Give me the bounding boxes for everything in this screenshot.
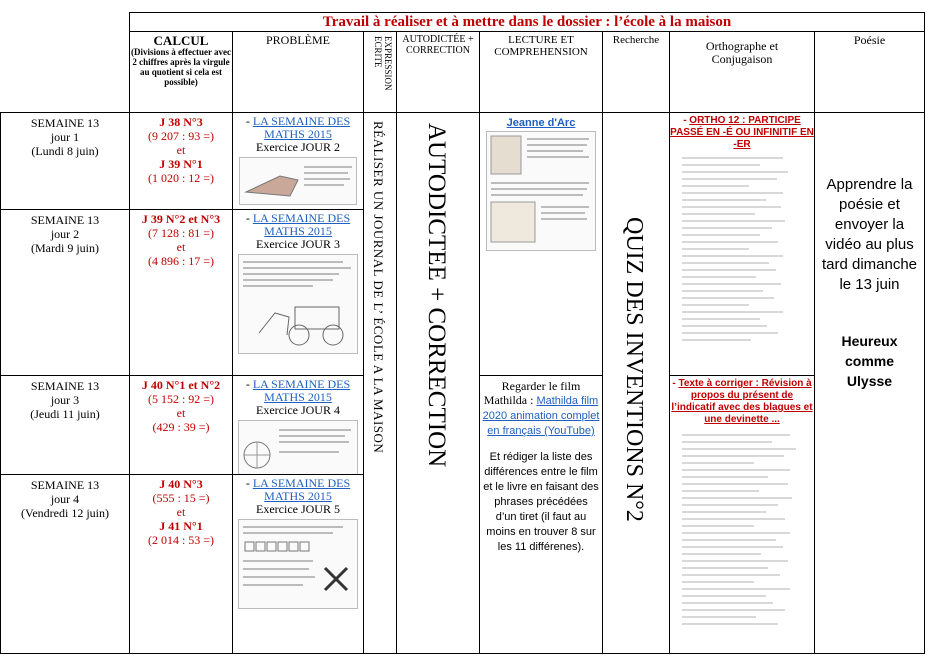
prob-link-day-1[interactable]: LA SEMAINE DES MATHS 2015 <box>252 114 351 141</box>
calc-day-2: J 39 N°2 et N°3 (7 128 : 81 =) et (4 896 : 17 =) <box>129 209 233 376</box>
recherche-column: QUIZ DES INVENTIONS N°2 <box>602 112 670 654</box>
jeanne-title[interactable]: Jeanne d'Arc <box>506 117 576 129</box>
expression-column: RÉALISER UN JOURNAL DE L’ ÉCOLE A LA MAISON <box>363 112 397 654</box>
worksheet-preview <box>682 157 794 346</box>
header-calcul: CALCUL (Divisions à effectuer avec 2 chiffres après la virgule au quotient si cela est possible) <box>129 31 233 113</box>
reading-thumbnail <box>486 131 596 251</box>
exercise-thumbnail <box>238 420 358 475</box>
header-expression: EXPRESSION ECRITE <box>363 31 397 113</box>
day-3-label: SEMAINE 13 jour 3 (Jeudi 11 juin) <box>0 375 130 475</box>
calc-day-4: J 40 N°3 (555 : 15 =) et J 41 N°1 (2 014 : 53 =) <box>129 474 233 654</box>
ortho-link-1[interactable]: ORTHO 12 : PARTICIPE PASSÉ EN -É OU INFINITIF EN -ER <box>670 115 814 150</box>
prob-day-1: - LA SEMAINE DES MATHS 2015 Exercice JOUR 2 <box>232 112 364 210</box>
lecture-top <box>479 112 603 376</box>
day-2-label: SEMAINE 13 jour 2 (Mardi 9 juin) <box>0 209 130 376</box>
day-4-label: SEMAINE 13 jour 4 (Vendredi 12 juin) <box>0 474 130 654</box>
poem-title: Heureux comme Ulysse <box>841 333 898 389</box>
lecture-bottom: Regarder le film Mathilda : Mathilda film 2020 animation complet en français (YouTube) Et rédiger la liste des différences entre le film et le livre en faisant des phrases précédées d’un tiret (il faut au moins en trouver 8 sur les 11 différenes). <box>479 375 603 654</box>
exercise-thumbnail <box>239 157 357 205</box>
prob-day-4: - LA SEMAINE DES MATHS 2015 Exercice JOUR 5 <box>232 474 364 654</box>
prob-day-2: - LA SEMAINE DES MATHS 2015 Exercice JOUR 3 <box>232 209 364 376</box>
day-1-label: SEMAINE 13 jour 1 (Lundi 8 juin) <box>0 112 130 210</box>
ortho-bottom: - Texte à corriger : Révision à propos du présent de l’indicatif avec des blagues et une devinette ... <box>669 375 815 654</box>
exercise-thumbnail <box>238 254 358 354</box>
calc-day-3: J 40 N°1 et N°2 (5 152 : 92 =) et (429 : 39 =) <box>129 375 233 475</box>
header-poesie: Poésie <box>814 31 925 113</box>
calc-day-1: J 38 N°3 (9 207 : 93 =) et J 39 N°1 (1 020 : 12 =) <box>129 112 233 210</box>
page-title: Travail à réaliser et à mettre dans le dossier : l’école à la maison <box>129 12 925 32</box>
film-link[interactable]: Mathilda film 2020 animation complet en français (YouTube) <box>482 395 600 437</box>
header-autodictee: AUTODICTÉE + CORRECTION <box>396 31 480 113</box>
prob-link-day-3[interactable]: LA SEMAINE DES MATHS 2015 <box>252 377 351 404</box>
ortho-top: - ORTHO 12 : PARTICIPE PASSÉ EN -É OU INFINITIF EN -ER <box>669 112 815 376</box>
ortho-link-2[interactable]: Texte à corriger : Révision à propos du présent de l’indicatif avec des blagues et une devinette ... <box>671 378 813 425</box>
autodictee-column: AUTODICTEE + CORRECTION <box>396 112 480 654</box>
header-orthographe: Orthographe et Conjugaison <box>669 31 815 113</box>
poesie-column <box>814 112 925 654</box>
header-lecture: LECTURE ET COMPREHENSION <box>479 31 603 113</box>
prob-day-3: - LA SEMAINE DES MATHS 2015 Exercice JOUR 4 <box>232 375 364 475</box>
prob-link-day-2[interactable]: LA SEMAINE DES MATHS 2015 <box>252 211 351 238</box>
header-probleme: PROBLÈME <box>232 31 364 113</box>
prob-link-day-4[interactable]: LA SEMAINE DES MATHS 2015 <box>252 476 351 503</box>
poesie-instruction: Apprendre la poésie et envoyer la vidéo au plus tard dimanche le 13 juin <box>821 176 918 293</box>
worksheet-preview <box>682 434 802 630</box>
header-recherche: Recherche <box>602 31 670 113</box>
lecture-task: Et rédiger la liste des différences entre le film et le livre en faisant des phrases précédées d’un tiret (il faut au moins en trouver 8 sur les 11 différenes). <box>483 451 599 553</box>
exercise-thumbnail <box>238 519 358 609</box>
